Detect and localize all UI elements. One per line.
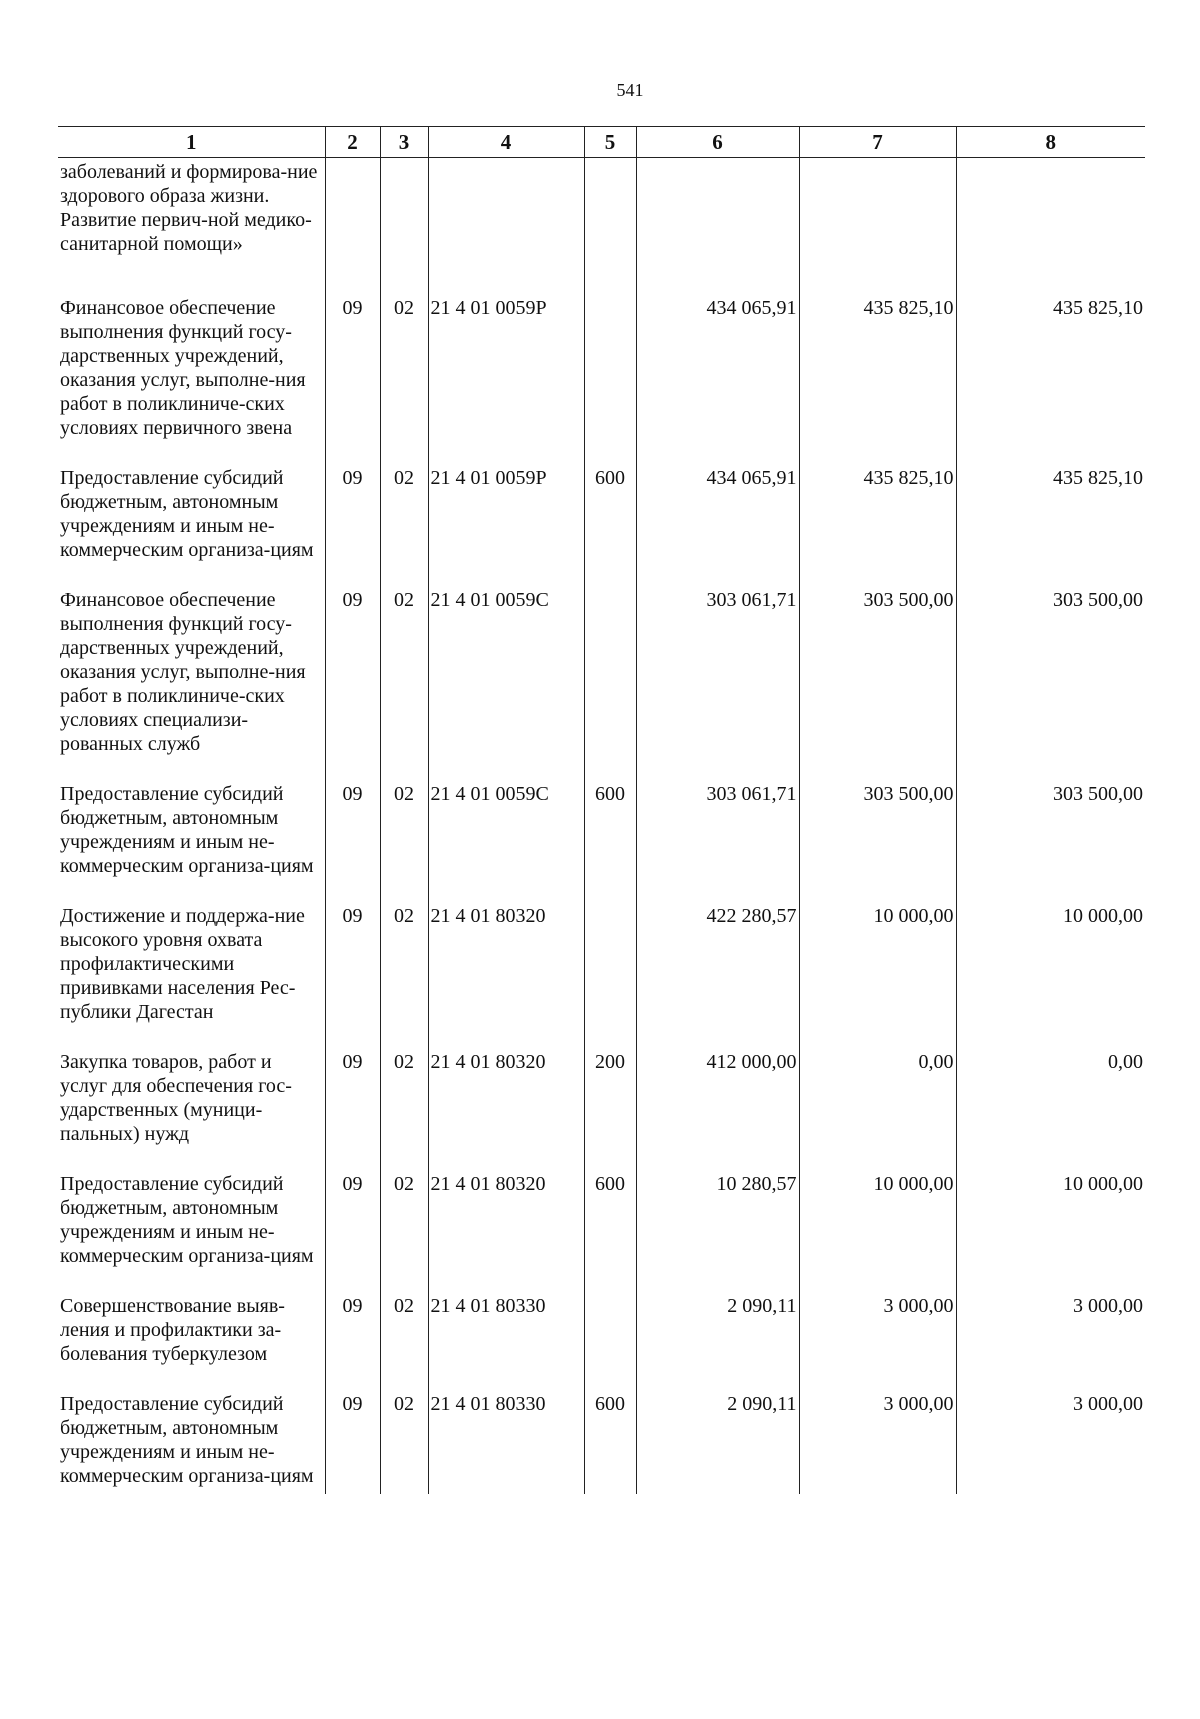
item-name-cell: Предоставление субсидий бюджетным, автономным учреждениям и иным не-коммерческим организа-циям [60,1173,314,1267]
amount-col6-cell: 10 280,57 [636,1168,799,1290]
subsection-cell: 02 [380,1290,428,1388]
page-number: 541 [616,80,644,100]
amount-col6-cell [636,158,799,293]
item-name-cell: Финансовое обеспечение выполнения функций госу-дарственных учреждений, оказания услуг, выполне-ния работ в поликлиниче-ских условиях первичного звена [60,297,306,439]
section-cell: 09 [325,292,380,462]
subsection-cell: 02 [380,292,428,462]
amount-col7-cell: 10 000,00 [799,900,956,1046]
item-name-cell: Предоставление субсидий бюджетным, автономным учреждениям и иным не-коммерческим организа-циям [60,783,314,877]
table-row [58,1168,1145,1290]
amount-col7-cell: 435 825,10 [799,462,956,584]
target-article-cell: 21 4 01 80320 [428,1046,584,1168]
section-cell: 09 [325,1046,380,1168]
section-cell: 09 [325,1168,380,1290]
amount-col8-cell: 303 500,00 [956,584,1145,778]
target-article-cell: 21 4 01 80320 [428,1168,584,1290]
item-name-cell: Достижение и поддержа-ние высокого уровня охвата профилактическими прививками населения Рес-публики Дагестан [60,905,305,1023]
budget-table [58,126,1145,1494]
expense-type-cell: 600 [584,778,636,900]
table-row [58,292,1145,462]
table-row [58,158,1145,293]
expense-type-cell [584,1290,636,1388]
amount-col7-cell [799,158,956,293]
target-article-cell: 21 4 01 80320 [428,900,584,1046]
amount-col6-cell: 422 280,57 [636,900,799,1046]
amount-col7-cell: 303 500,00 [799,778,956,900]
amount-col6-cell: 2 090,11 [636,1388,799,1494]
item-name-cell: Закупка товаров, работ и услуг для обеспечения гос-ударственных (муници-пальных) нужд [60,1051,292,1145]
section-cell: 09 [325,1290,380,1388]
amount-col8-cell: 3 000,00 [956,1290,1145,1388]
column-header: 8 [956,127,1145,158]
amount-col7-cell: 0,00 [799,1046,956,1168]
column-header: 2 [325,127,380,158]
expense-type-cell: 600 [584,1388,636,1494]
section-cell: 09 [325,462,380,584]
amount-col7-cell: 303 500,00 [799,584,956,778]
table-row [58,900,1145,1046]
column-header: 3 [380,127,428,158]
item-name-cell: Финансовое обеспечение выполнения функций госу-дарственных учреждений, оказания услуг, выполне-ния работ в поликлиниче-ских условиях специализи-рованных служб [60,589,306,755]
expense-type-cell: 200 [584,1046,636,1168]
amount-col8-cell: 435 825,10 [956,462,1145,584]
amount-col8-cell: 10 000,00 [956,900,1145,1046]
subsection-cell: 02 [380,900,428,1046]
amount-col8-cell: 10 000,00 [956,1168,1145,1290]
section-cell [325,158,380,293]
table-row [58,778,1145,900]
subsection-cell: 02 [380,1168,428,1290]
section-cell: 09 [325,584,380,778]
amount-col8-cell: 435 825,10 [956,292,1145,462]
amount-col8-cell: 0,00 [956,1046,1145,1168]
amount-col8-cell: 3 000,00 [956,1388,1145,1494]
table-row [58,1046,1145,1168]
amount-col7-cell: 10 000,00 [799,1168,956,1290]
target-article-cell: 21 4 01 0059С [428,584,584,778]
item-name-cell: заболеваний и формирова-ние здорового образа жизни. Развитие первич-ной медико-санитарной помощи» [60,161,318,255]
amount-col8-cell: 303 500,00 [956,778,1145,900]
amount-col6-cell: 412 000,00 [636,1046,799,1168]
table-row [58,462,1145,584]
expense-type-cell: 600 [584,1168,636,1290]
column-header: 1 [58,127,325,158]
amount-col6-cell: 303 061,71 [636,584,799,778]
target-article-cell: 21 4 01 0059Р [428,292,584,462]
subsection-cell: 02 [380,778,428,900]
target-article-cell: 21 4 01 0059С [428,778,584,900]
expense-type-cell [584,900,636,1046]
subsection-cell: 02 [380,1046,428,1168]
expense-type-cell [584,584,636,778]
target-article-cell: 21 4 01 0059Р [428,462,584,584]
target-article-cell: 21 4 01 80330 [428,1388,584,1494]
subsection-cell: 02 [380,1388,428,1494]
amount-col6-cell: 434 065,91 [636,462,799,584]
amount-col6-cell: 303 061,71 [636,778,799,900]
section-cell: 09 [325,900,380,1046]
subsection-cell: 02 [380,462,428,584]
subsection-cell: 02 [380,584,428,778]
amount-col8-cell [956,158,1145,293]
target-article-cell [428,158,584,293]
expense-type-cell: 600 [584,462,636,584]
table-row [58,1290,1145,1388]
amount-col7-cell: 3 000,00 [799,1388,956,1494]
target-article-cell: 21 4 01 80330 [428,1290,584,1388]
amount-col6-cell: 434 065,91 [636,292,799,462]
subsection-cell [380,158,428,293]
section-cell: 09 [325,1388,380,1494]
table-row [58,1388,1145,1494]
item-name-cell: Совершенствование выяв-ления и профилактики за-болевания туберкулезом [60,1295,285,1365]
table-header-row [58,127,1145,158]
item-name-cell: Предоставление субсидий бюджетным, автономным учреждениям и иным не-коммерческим организа-циям [60,467,314,561]
amount-col7-cell: 3 000,00 [799,1290,956,1388]
column-header: 6 [636,127,799,158]
section-cell: 09 [325,778,380,900]
item-name-cell: Предоставление субсидий бюджетным, автономным учреждениям и иным не-коммерческим организа-циям [60,1393,314,1487]
table-row [58,584,1145,778]
column-header: 5 [584,127,636,158]
amount-col6-cell: 2 090,11 [636,1290,799,1388]
amount-col7-cell: 435 825,10 [799,292,956,462]
expense-type-cell [584,158,636,293]
column-header: 4 [428,127,584,158]
column-header: 7 [799,127,956,158]
expense-type-cell [584,292,636,462]
